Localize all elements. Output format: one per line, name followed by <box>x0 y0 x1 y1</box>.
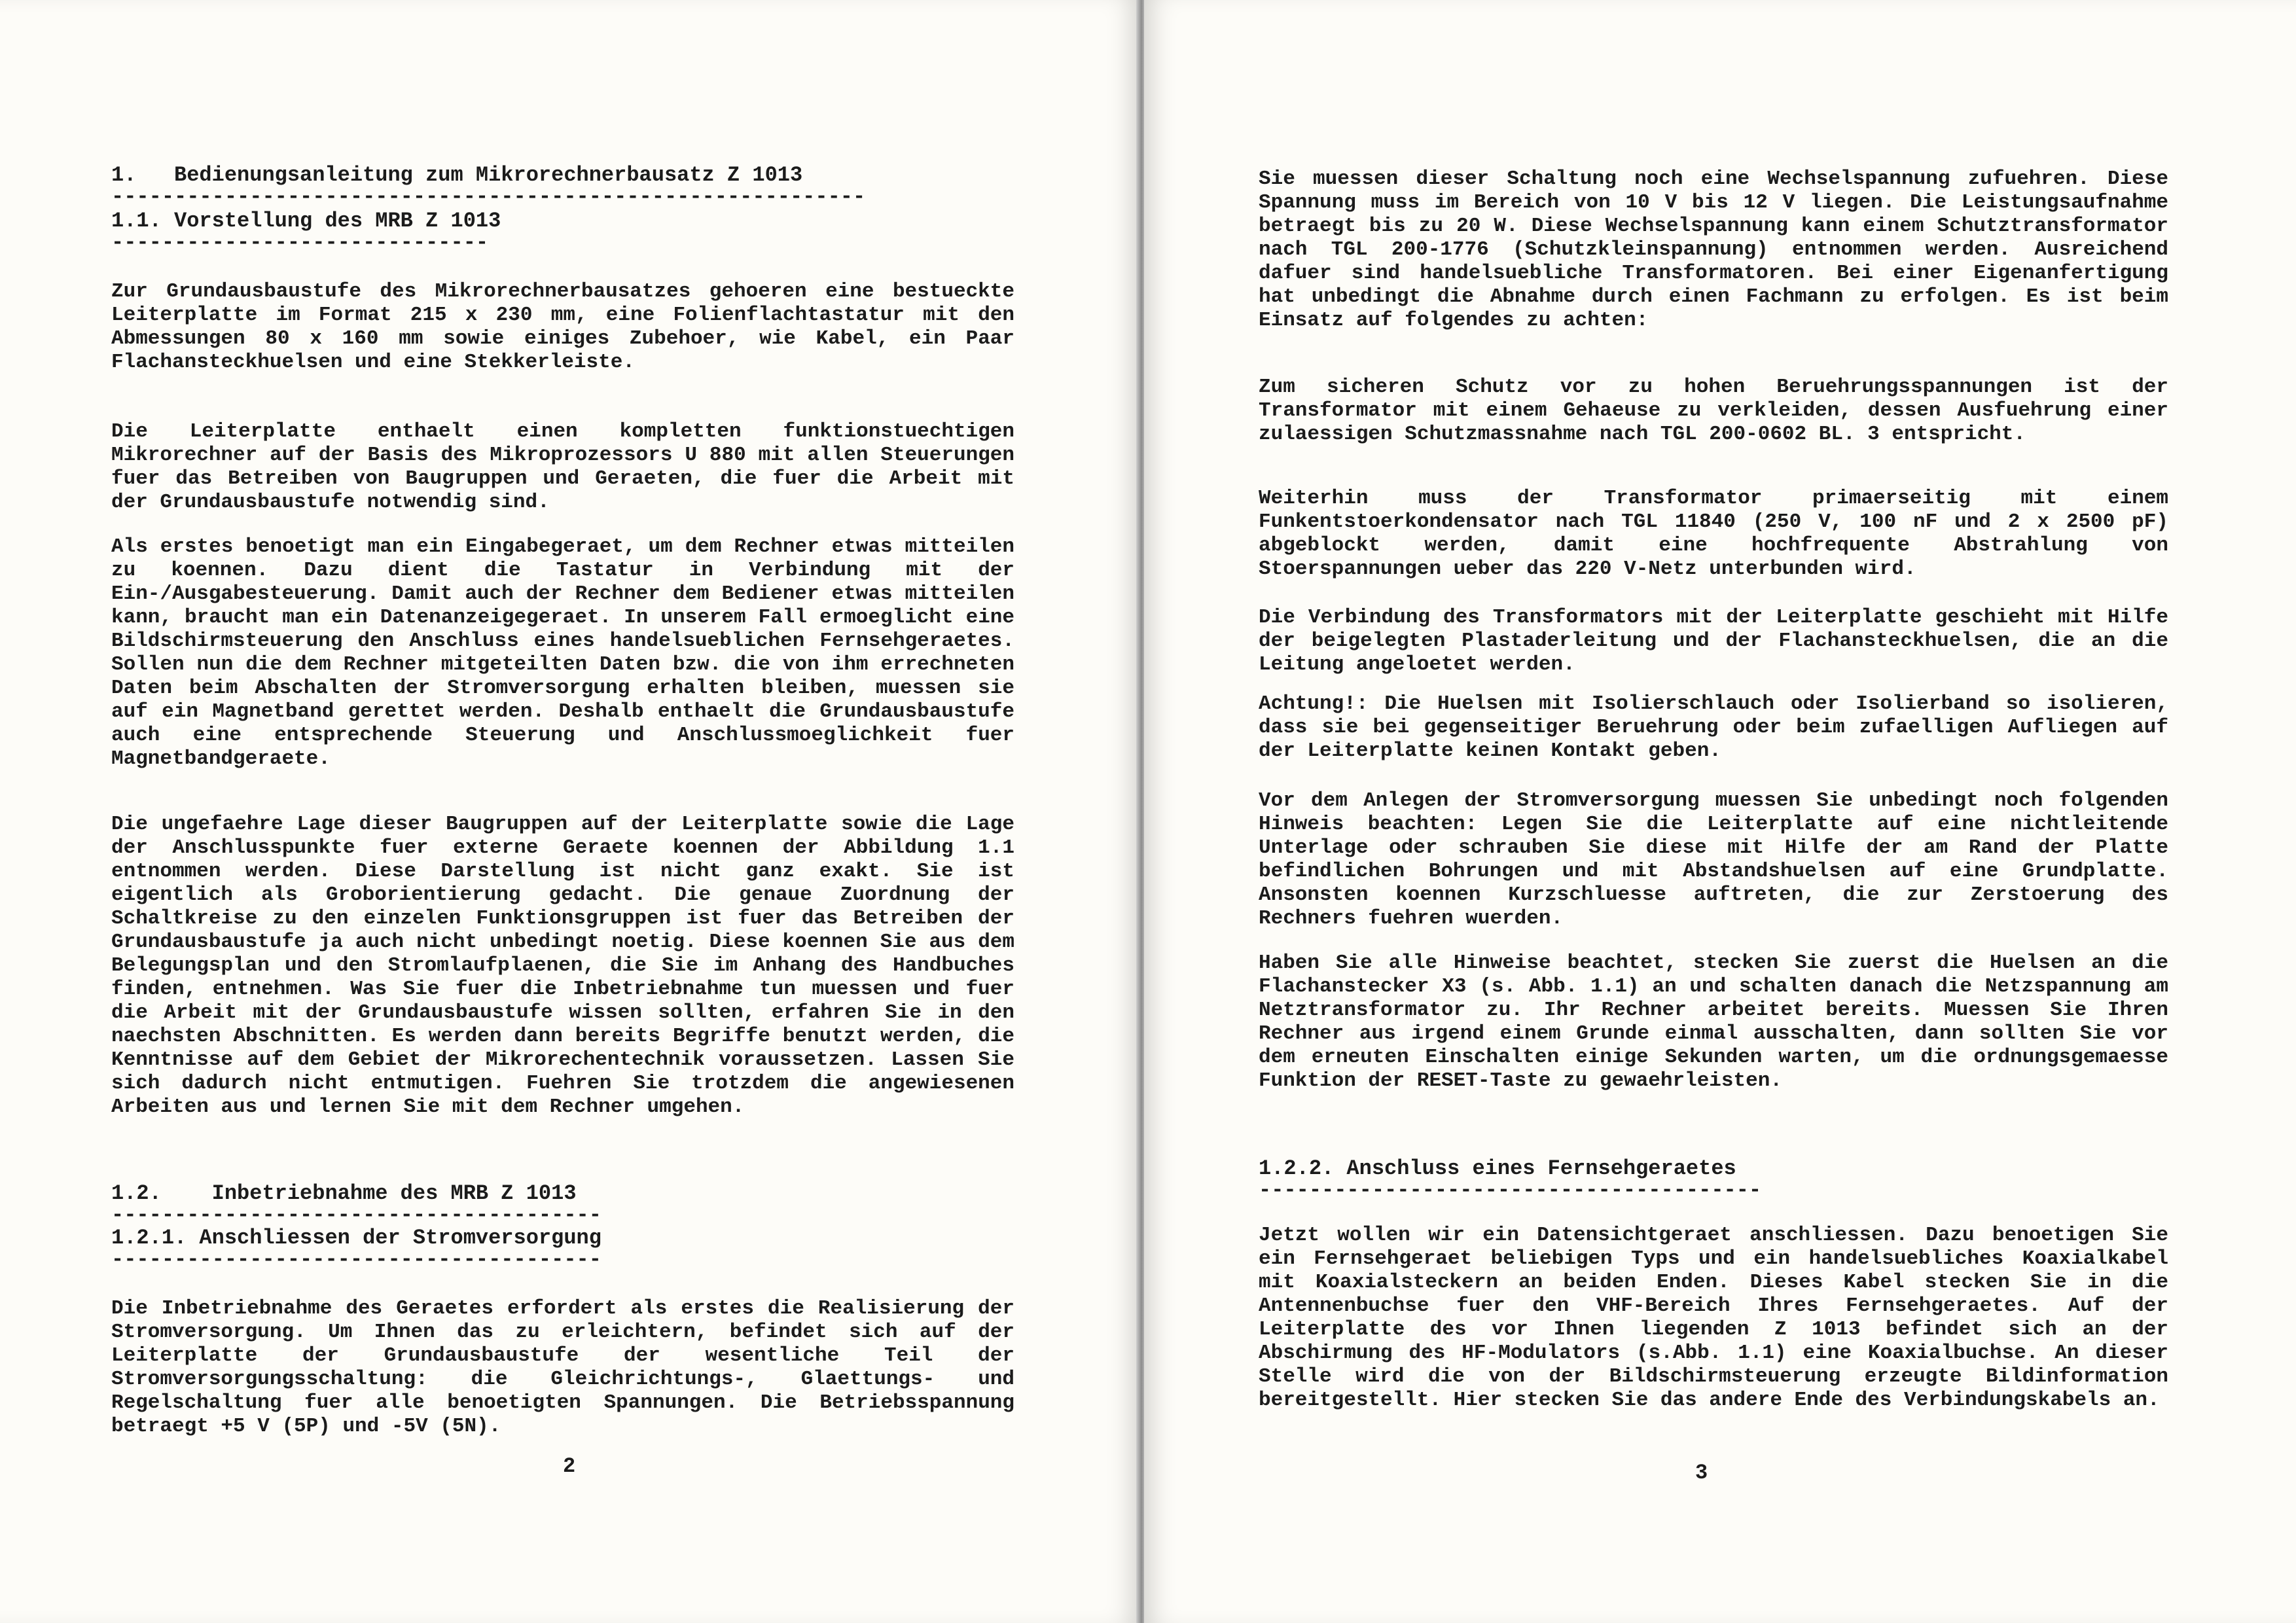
section-1-rule: ------------------------------------------------------------ <box>111 187 866 207</box>
left-page <box>0 0 1139 1623</box>
section-1-heading: 1. Bedienungsanleitung zum Mikrorechnerbausatz Z 1013 <box>111 163 803 187</box>
section-1-2-2-rule: ---------------------------------------- <box>1259 1181 1762 1200</box>
page-number: 3 <box>1695 1461 1708 1485</box>
section-1-2-2-heading: 1.2.2. Anschluss eines Fernsehgeraetes <box>1259 1156 1736 1181</box>
paragraph: Die Verbindung des Transformators mit der Leiterplatte geschieht mit Hilfe der beigelegten Plastaderleitung und der Flachansteckhuelsen, die an die Leitung angeloetet werden. <box>1259 606 2168 676</box>
paragraph: Zum sicheren Schutz vor zu hohen Beruehrungsspannungen ist der Transformator mit einem Gehaeuse zu verkleiden, dessen Ausfuehrung einer zulaessigen Schutzmassnahme nach TGL 200-0602 BL. 3 entspricht. <box>1259 376 2168 446</box>
section-1-2-1-heading: 1.2.1. Anschliessen der Stromversorgung <box>111 1226 601 1250</box>
section-1-2-heading: 1.2. Inbetriebnahme des MRB Z 1013 <box>111 1181 577 1205</box>
section-1-1-rule: ------------------------------ <box>111 233 489 253</box>
page-number: 2 <box>563 1454 576 1478</box>
paragraph: Die Leiterplatte enthaelt einen kompletten funktionstuechtigen Mikrorechner auf der Basis des Mikroprozessors U 880 mit allen Steuerungen fuer das Betreiben von Baugruppen und Geraeten, die fuer die Arbeit mit der Grundausbaustufe notwendig sind. <box>111 420 1014 514</box>
paragraph: Die Inbetriebnahme des Geraetes erfordert als erstes die Realisierung der Stromversorgung. Um Ihnen das zu erleichtern, befindet sich auf der Leiterplatte der Grundausbaustufe der wesentliche Teil der Stromversorgungsschaltung: die Gleichrichtungs-, Glaettungs- und Regelschaltung fuer alle benoetigten Spannungen. Die Betriebsspannung betraegt +5 V (5P) und -5V (5N). <box>111 1297 1014 1438</box>
paragraph: Als erstes benoetigt man ein Eingabegeraet, um dem Rechner etwas mitteilen zu koennen. Dazu dient die Tastatur in Verbindung mit der Ein-/Ausgabesteuerung. Damit auch der Rechner dem Bediener etwas mitteilen kann, braucht man ein Datenanzeigegeraet. In unserem Fall ermoeglicht eine Bildschirmsteuerung den Anschluss eines handelsueblichen Fernsehgeraetes. Sollen nun die dem Rechner mitgeteilten Daten bzw. die von ihm errechneten Daten beim Abschalten der Stromversorgung erhalten bleiben, muessen sie auf ein Magnetband gerettet werden. Deshalb enthaelt die Grundausbaustufe auch eine entsprechende Steuerung und Anschlussmoeglichkeit fuer Magnetbandgeraete. <box>111 535 1014 770</box>
paragraph: Sie muessen dieser Schaltung noch eine Wechselspannung zufuehren. Diese Spannung muss im Bereich von 10 V bis 12 V liegen. Die Leistungsaufnahme betraegt bis zu 20 W. Diese Wechselspannung kann einem Schutztransformator nach TGL 200-1776 (Schutzkleinspannung) entnommen werden. Ausreichend dafuer sind handelsuebliche Transformatoren. Bei einer Eigenanfertigung hat unbedingt die Abnahme durch einen Fachmann zu erfolgen. Es ist beim Einsatz auf folgendes zu achten: <box>1259 168 2168 332</box>
paragraph: Weiterhin muss der Transformator primaerseitig mit einem Funkentstoerkondensator nach TGL 11840 (250 V, 100 nF und 2 x 2500 pF) abgeblockt werden, damit eine hochfrequente Abstrahlung von Stoerspannungen ueber das 220 V-Netz unterbunden wird. <box>1259 487 2168 580</box>
paragraph: Vor dem Anlegen der Stromversorgung muessen Sie unbedingt noch folgenden Hinweis beachten: Legen Sie die Leiterplatte auf eine nichtleitende Unterlage oder schrauben Sie diese mit Hilfe der am Rand der Platte befindlichen Bohrungen und mit Abstandshuelsen auf eine Grundplatte. Ansonsten koennen Kurzschluesse auftreten, die zur Zerstoerung des Rechners fuehren wuerden. <box>1259 789 2168 930</box>
section-1-1-heading: 1.1. Vorstellung des MRB Z 1013 <box>111 209 501 233</box>
paragraph: Jetzt wollen wir ein Datensichtgeraet anschliessen. Dazu benoetigen Sie ein Fernsehgeraet beliebigen Typs und ein handelsuebliches Koaxialkabel mit Koaxialsteckern an beiden Enden. Dieses Kabel stecken Sie in die Antennenbuchse fuer den VHF-Bereich Ihres Fernsehgeraetes. Auf der Leiterplatte des vor Ihnen liegenden Z 1013 befindet sich an der Abschirmung des HF-Modulators (s.Abb. 1.1) eine Koaxialbuchse. An dieser Stelle wird die von der Bildschirmsteuerung erzeugte Bildinformation bereitgestellt. Hier stecken Sie das andere Ende des Verbindungskabels an. <box>1259 1224 2168 1412</box>
section-1-2-1-rule: --------------------------------------- <box>111 1250 601 1270</box>
right-page <box>1144 0 2296 1623</box>
paragraph: Haben Sie alle Hinweise beachtet, stecken Sie zuerst die Huelsen an die Flachanstecker X3 (s. Abb. 1.1) an und schalten danach die Netzspannung am Netztransformator zu. Ihr Rechner arbeitet bereits. Muessen Sie Ihren Rechner aus irgend einem Grunde einmal ausschalten, dann sollten Sie vor dem erneuten Einschalten einige Sekunden warten, um die ordnungsgemaesse Funktion der RESET-Taste zu gewaehrleisten. <box>1259 952 2168 1092</box>
paragraph: Achtung!: Die Huelsen mit Isolierschlauch oder Isolierband so isolieren, dass sie bei gegenseitiger Beruehrung oder beim zufaelligen Aufliegen auf der Leiterplatte keinen Kontakt geben. <box>1259 692 2168 762</box>
section-1-2-rule: --------------------------------------- <box>111 1205 601 1225</box>
paragraph: Die ungefaehre Lage dieser Baugruppen auf der Leiterplatte sowie die Lage der Anschlusspunkte fuer externe Geraete koennen der Abbildung 1.1 entnommen werden. Diese Darstellung ist nicht ganz exakt. Sie ist eigentlich als Groborientierung gedacht. Die genaue Zuordnung der Schaltkreise zu den einzelen Funktionsgruppen ist fuer das Betreiben der Grundausbaustufe ja auch nicht unbedingt noetig. Diese koennen Sie aus dem Belegungsplan und den Stromlaufplaenen, die Sie im Anhang des Handbuches finden, entnehmen. Was Sie fuer die Inbetriebnahme tun muessen und fuer die Arbeit mit der Grundausbaustufe wissen sollten, erfahren Sie in den naechsten Abschnitten. Es werden dann bereits Begriffe benutzt werden, die Kenntnisse auf dem Gebiet der Mikrorechentechnik voraussetzen. Lassen Sie sich dadurch nicht entmutigen. Fuehren Sie trotzdem die angewiesenen Arbeiten aus und lernen Sie mit dem Rechner umgehen. <box>111 813 1014 1118</box>
paragraph: Zur Grundausbaustufe des Mikrorechnerbausatzes gehoeren eine bestueckte Leiterplatte im Format 215 x 230 mm, eine Folienflachtastatur mit den Abmessungen 80 x 160 mm sowie einiges Zubehoer, wie Kabel, ein Paar Flachansteckhuelsen und eine Stekkerleiste. <box>111 280 1014 374</box>
